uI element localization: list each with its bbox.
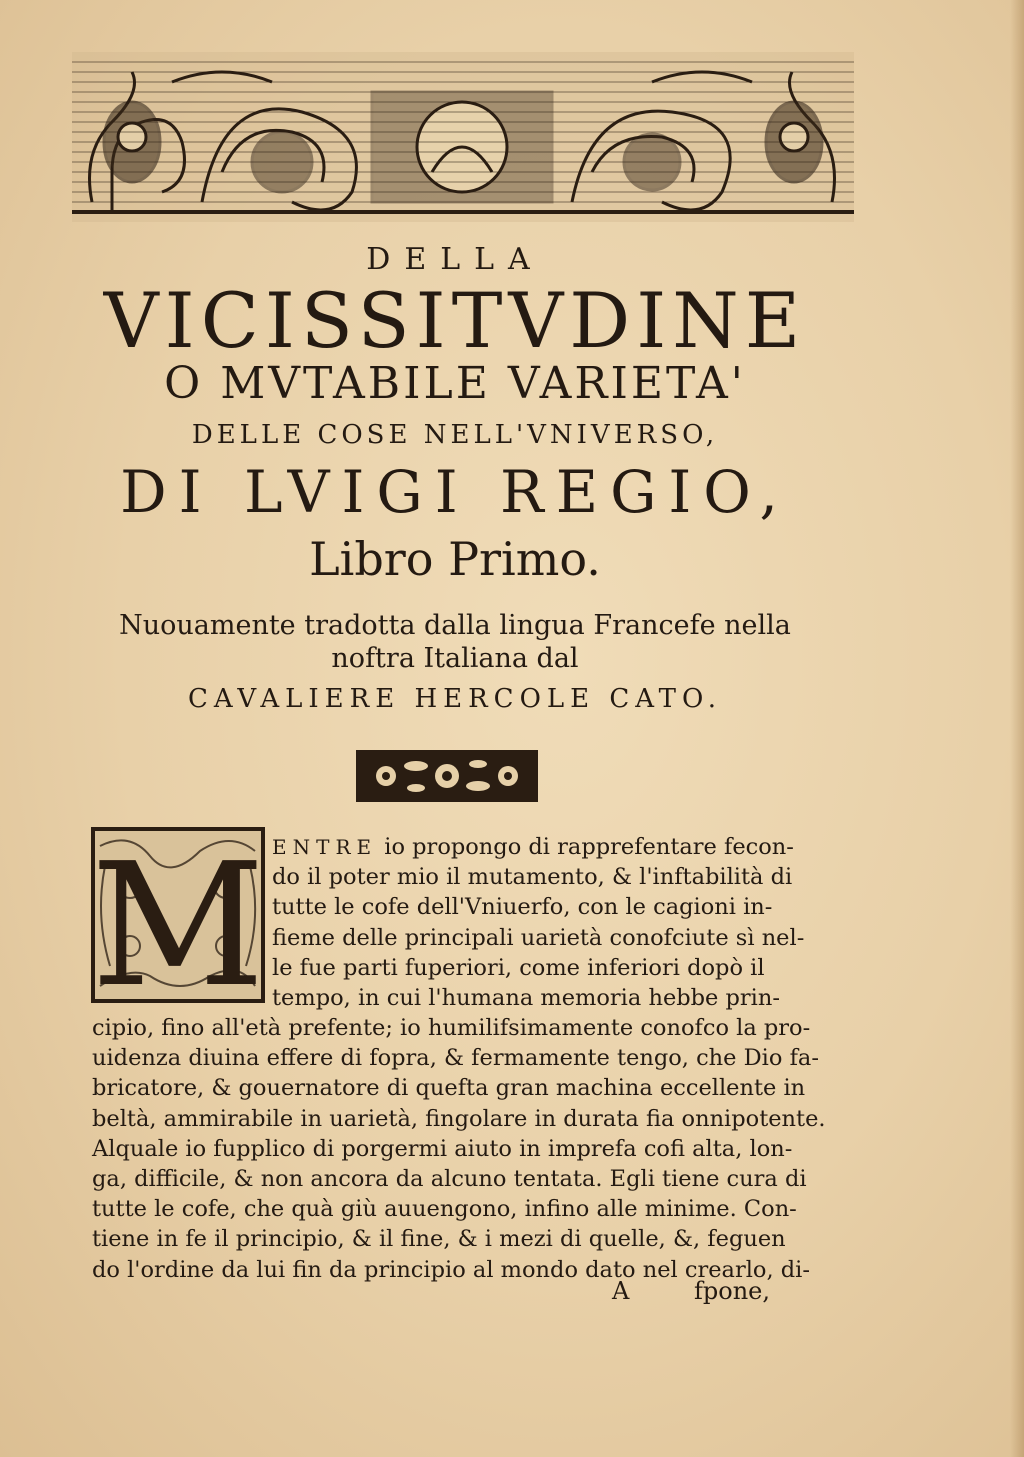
author-line: DI LVIGI REGIO, xyxy=(120,458,790,526)
body-line: tutte le cofe dell'Vniuerfo, con le cagioni in- xyxy=(272,894,773,921)
body-line: Alquale io fupplico di porgermi aiuto in imprefa cofi alta, lon- xyxy=(92,1135,793,1162)
translation-line-2: noftra Italiana dal xyxy=(331,643,579,674)
body-line: ga, difficile, & non ancora da alcuno tentata. Egli tiene cura di xyxy=(92,1165,807,1192)
smallcaps-opening: ENTRE xyxy=(272,835,378,859)
subtitle: O MVTABILE VARIETA' xyxy=(164,358,746,409)
page-edge-shadow xyxy=(1010,0,1024,1457)
translation-line-1: Nuouamente tradotta dalla lingua Francefe nella xyxy=(119,610,791,641)
body-paragraph-full-width xyxy=(92,1013,826,1285)
engraved-headpiece-ornament xyxy=(72,52,854,222)
signature-mark: A xyxy=(612,1277,630,1305)
translator-name: CAVALIERE HERCOLE CATO. xyxy=(187,684,723,714)
body-line xyxy=(272,832,808,862)
catchword: fpone, xyxy=(694,1277,770,1305)
fleuron-ornament xyxy=(356,750,538,802)
svg-text:M: M xyxy=(90,827,266,1004)
book-number: Libro Primo. xyxy=(309,532,601,586)
body-line: beltà, ammirabile in uarietà, fingolare in durata fia onnipotente. xyxy=(92,1105,826,1132)
body-line: fieme delle principali uarietà conofciute sì nel- xyxy=(272,924,805,951)
body-line: tiene in fe il principio, & il fine, & i mezi di quelle, &, feguen xyxy=(92,1226,786,1253)
decorated-initial-letter xyxy=(90,826,266,1004)
body-line: bricatore, & gouernatore di quefta gran machina eccellente in xyxy=(92,1075,806,1102)
body-line-text: io propongo di rapprefentare fecon- xyxy=(377,834,794,860)
body-line: tutte le cofe, che quà giù auuengono, infino alle minime. Con- xyxy=(92,1196,797,1223)
body-line: do l'ordine da lui fin da principio al mondo dato nel crearlo, di- xyxy=(92,1256,810,1283)
body-line: tempo, in cui l'humana memoria hebbe prin- xyxy=(272,984,780,1011)
body-line: le fue parti fuperiori, come inferiori dopò il xyxy=(272,954,765,981)
body-line: do il poter mio il mutamento, & l'inftabilità di xyxy=(272,864,793,891)
main-title: VICISSITVDINE xyxy=(103,276,807,365)
title-della: DELLA xyxy=(366,242,544,277)
body-line: uidenza diuina effere di fopra, & fermamente tengo, che Dio fa- xyxy=(92,1045,819,1072)
subtitle-cose: DELLE COSE NELL'VNIVERSO, xyxy=(191,420,719,450)
body-paragraph-beside-initial xyxy=(272,832,808,1013)
body-line: cipio, fino all'età prefente; io humilifsimamente conofco la pro- xyxy=(92,1015,811,1041)
